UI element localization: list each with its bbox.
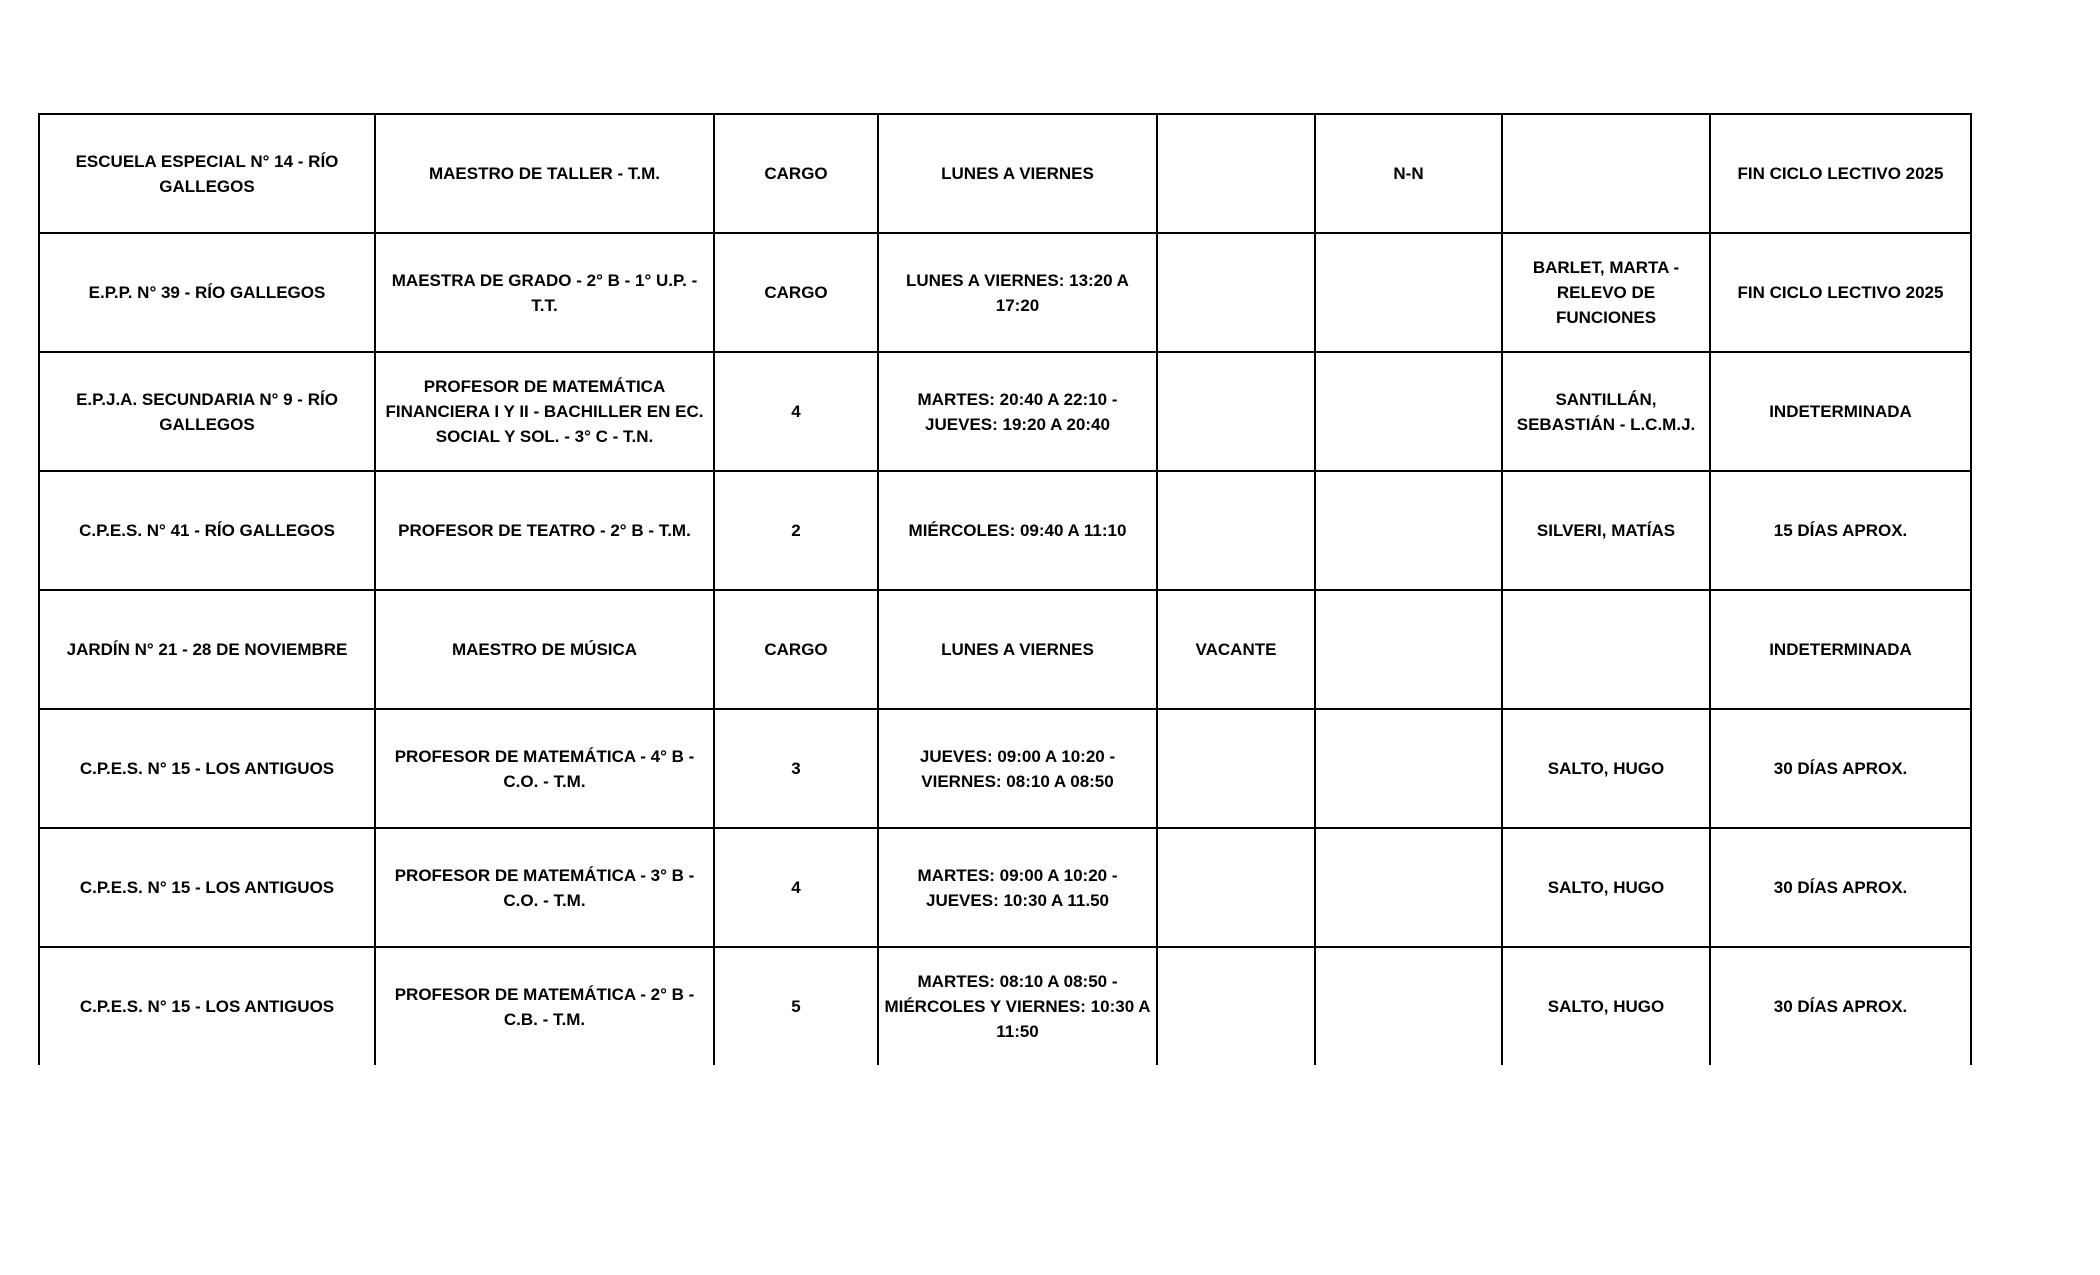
schedule-cell: LUNES A VIERNES — [878, 590, 1157, 709]
code-cell — [1315, 590, 1502, 709]
code-cell — [1315, 828, 1502, 947]
status-cell — [1157, 828, 1315, 947]
hours-cell: CARGO — [714, 233, 878, 352]
position-cell: MAESTRO DE TALLER - T.M. — [375, 114, 714, 233]
status-cell — [1157, 352, 1315, 471]
status-cell: VACANTE — [1157, 590, 1315, 709]
code-cell — [1315, 947, 1502, 1065]
position-cell: PROFESOR DE MATEMÁTICA FINANCIERA I Y II - BACHILLER EN EC. SOCIAL Y SOL. - 3° C - T.N. — [375, 352, 714, 471]
status-cell — [1157, 471, 1315, 590]
status-cell — [1157, 233, 1315, 352]
schedule-cell: JUEVES: 09:00 A 10:20 - VIERNES: 08:10 A 08:50 — [878, 709, 1157, 828]
code-cell — [1315, 709, 1502, 828]
school-cell: C.P.E.S. N° 15 - LOS ANTIGUOS — [39, 828, 375, 947]
status-cell — [1157, 709, 1315, 828]
table-row — [39, 233, 1971, 352]
hours-cell: 4 — [714, 828, 878, 947]
duration-cell: FIN CICLO LECTIVO 2025 — [1710, 114, 1971, 233]
position-cell: PROFESOR DE MATEMÁTICA - 3° B - C.O. - T.M. — [375, 828, 714, 947]
schedule-cell: MARTES: 09:00 A 10:20 - JUEVES: 10:30 A 11.50 — [878, 828, 1157, 947]
holder-cell — [1502, 590, 1710, 709]
school-cell: JARDÍN N° 21 - 28 DE NOVIEMBRE — [39, 590, 375, 709]
holder-cell: SILVERI, MATÍAS — [1502, 471, 1710, 590]
table-row — [39, 114, 1971, 233]
vacancy-table — [38, 113, 1972, 1065]
code-cell — [1315, 233, 1502, 352]
holder-cell: SALTO, HUGO — [1502, 828, 1710, 947]
school-cell: E.P.J.A. SECUNDARIA N° 9 - RÍO GALLEGOS — [39, 352, 375, 471]
position-cell: PROFESOR DE MATEMÁTICA - 4° B - C.O. - T.M. — [375, 709, 714, 828]
hours-cell: 5 — [714, 947, 878, 1065]
schedule-cell: MARTES: 08:10 A 08:50 - MIÉRCOLES Y VIERNES: 10:30 A 11:50 — [878, 947, 1157, 1065]
holder-cell: SALTO, HUGO — [1502, 947, 1710, 1065]
table-row — [39, 947, 1971, 1065]
code-cell — [1315, 471, 1502, 590]
hours-cell: CARGO — [714, 590, 878, 709]
position-cell: PROFESOR DE TEATRO - 2° B - T.M. — [375, 471, 714, 590]
school-cell: ESCUELA ESPECIAL N° 14 - RÍO GALLEGOS — [39, 114, 375, 233]
table-row — [39, 590, 1971, 709]
holder-cell — [1502, 114, 1710, 233]
schedule-cell: MARTES: 20:40 A 22:10 - JUEVES: 19:20 A 20:40 — [878, 352, 1157, 471]
code-cell — [1315, 352, 1502, 471]
duration-cell: 30 DÍAS APROX. — [1710, 828, 1971, 947]
hours-cell: 4 — [714, 352, 878, 471]
holder-cell: BARLET, MARTA - RELEVO DE FUNCIONES — [1502, 233, 1710, 352]
hours-cell: CARGO — [714, 114, 878, 233]
status-cell — [1157, 947, 1315, 1065]
table-row — [39, 709, 1971, 828]
holder-cell: SANTILLÁN, SEBASTIÁN - L.C.M.J. — [1502, 352, 1710, 471]
schedule-cell: LUNES A VIERNES — [878, 114, 1157, 233]
hours-cell: 2 — [714, 471, 878, 590]
position-cell: PROFESOR DE MATEMÁTICA - 2° B - C.B. - T.M. — [375, 947, 714, 1065]
table-row — [39, 828, 1971, 947]
school-cell: C.P.E.S. N° 41 - RÍO GALLEGOS — [39, 471, 375, 590]
school-cell: C.P.E.S. N° 15 - LOS ANTIGUOS — [39, 709, 375, 828]
hours-cell: 3 — [714, 709, 878, 828]
duration-cell: INDETERMINADA — [1710, 352, 1971, 471]
duration-cell: 30 DÍAS APROX. — [1710, 947, 1971, 1065]
holder-cell: SALTO, HUGO — [1502, 709, 1710, 828]
duration-cell: 30 DÍAS APROX. — [1710, 709, 1971, 828]
schedule-cell: LUNES A VIERNES: 13:20 A 17:20 — [878, 233, 1157, 352]
school-cell: E.P.P. N° 39 - RÍO GALLEGOS — [39, 233, 375, 352]
table-row — [39, 352, 1971, 471]
duration-cell: 15 DÍAS APROX. — [1710, 471, 1971, 590]
school-cell: C.P.E.S. N° 15 - LOS ANTIGUOS — [39, 947, 375, 1065]
status-cell — [1157, 114, 1315, 233]
code-cell: N-N — [1315, 114, 1502, 233]
position-cell: MAESTRA DE GRADO - 2° B - 1° U.P. - T.T. — [375, 233, 714, 352]
duration-cell: FIN CICLO LECTIVO 2025 — [1710, 233, 1971, 352]
schedule-cell: MIÉRCOLES: 09:40 A 11:10 — [878, 471, 1157, 590]
duration-cell: INDETERMINADA — [1710, 590, 1971, 709]
table-row — [39, 471, 1971, 590]
position-cell: MAESTRO DE MÚSICA — [375, 590, 714, 709]
